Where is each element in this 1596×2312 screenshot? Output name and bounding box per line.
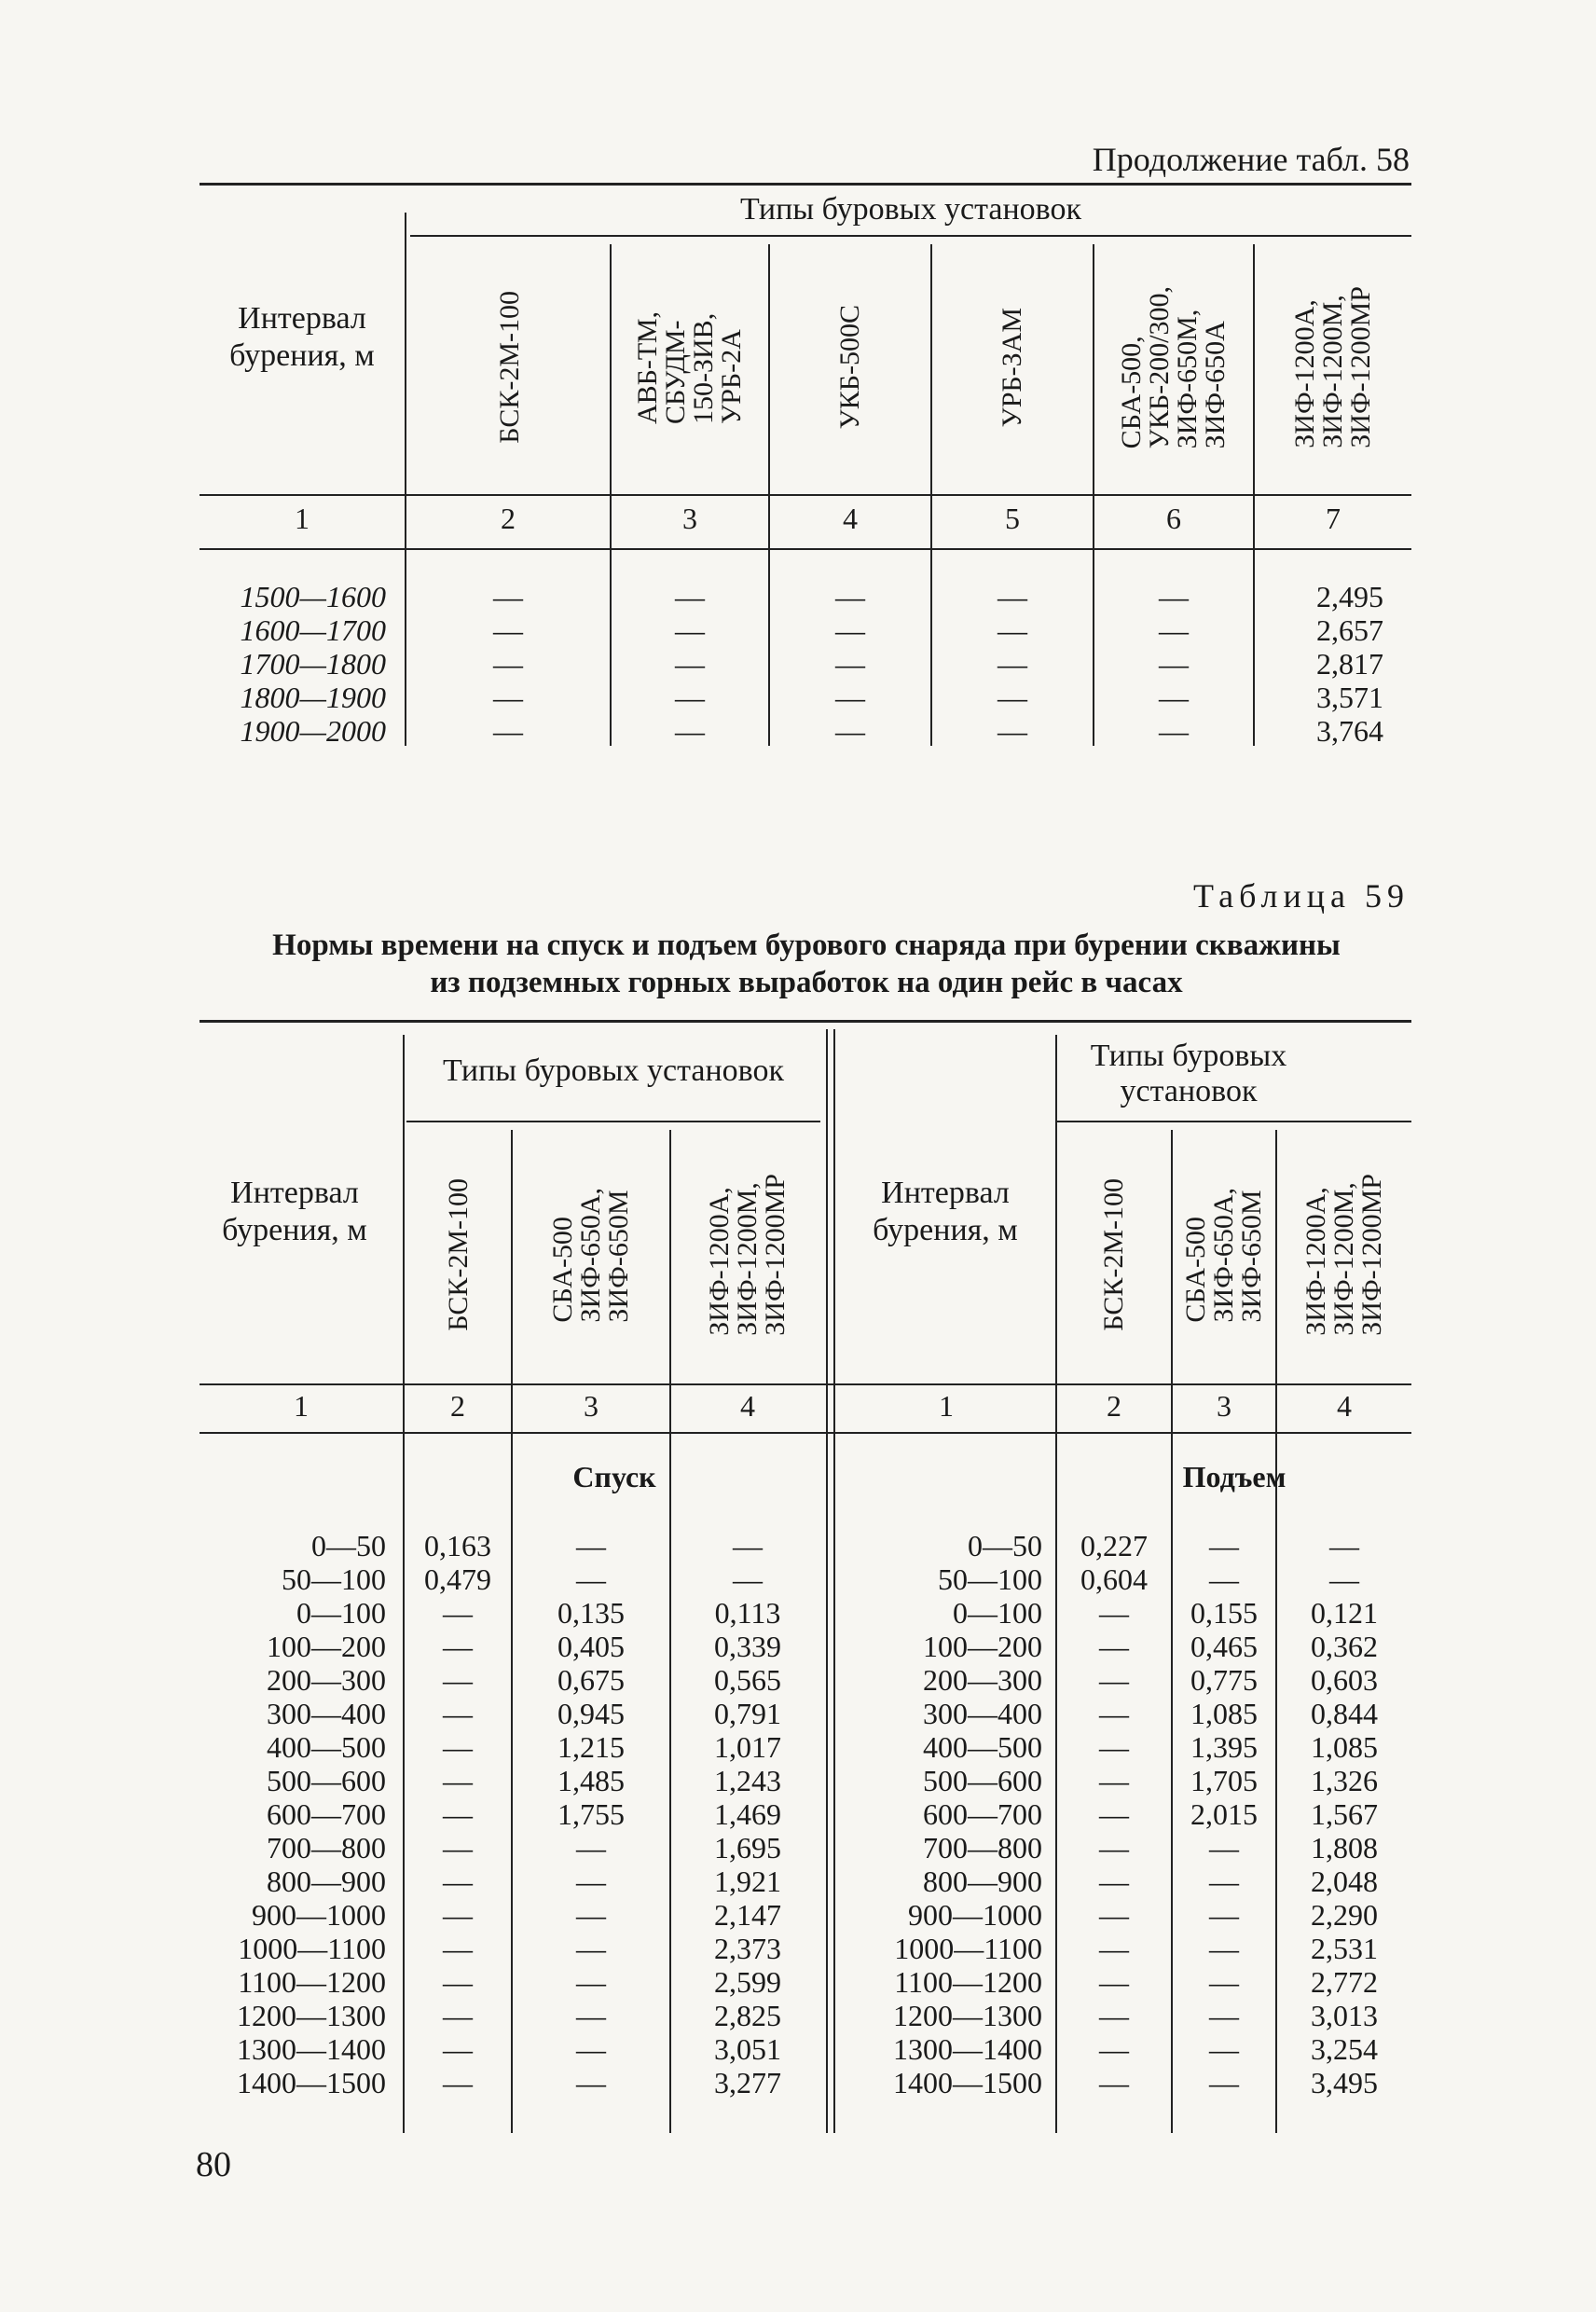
table-cell: — [675,580,705,613]
table-cell: — [1209,1865,1239,1898]
table-cell: 0,135 [557,1596,625,1630]
table59-right-group-header: Типы буровых установок [1090,1039,1287,1108]
table-cell: — [1209,1831,1239,1865]
table58-colnum: 4 [843,502,858,535]
table-cell: 3,013 [1311,1999,1378,2032]
table-cell: — [1099,1965,1129,1999]
table59-left-colnum: 3 [584,1389,598,1423]
table59-label: Таблица 59 [1193,877,1410,915]
table59-header-bottom-rule [200,1383,1411,1385]
table58-col3-values [612,580,768,748]
table-cell: 0,603 [1311,1663,1378,1697]
table-cell: 1,921 [714,1865,781,1898]
table-cell: — [675,714,705,748]
table59-left-group-rule [406,1121,820,1122]
table-cell: — [1099,1831,1129,1865]
table-cell: — [1159,714,1189,748]
table-cell: 0,675 [557,1663,625,1697]
table-cell: 0—100 [953,1596,1042,1630]
table-cell: 3,571 [1316,681,1383,714]
table-cell: 700—800 [923,1831,1042,1865]
table58-col5-header: УРБ-ЗАМ [997,307,1027,428]
table-cell: 400—500 [923,1730,1042,1764]
table-cell: — [1159,580,1189,613]
table-cell: 3,051 [714,2032,781,2066]
table-cell: — [998,714,1027,748]
table-cell: — [1209,1999,1239,2032]
table-cell: 0,479 [424,1562,491,1596]
table-cell: 2,015 [1190,1797,1258,1831]
table-cell: 0,775 [1190,1663,1258,1697]
table58-col6-header: СБА-500, УКБ-200/300, ЗИФ-650М, ЗИФ-650А [1116,285,1231,449]
table58-colnum: 2 [501,502,516,535]
table58-group-header: Типы буровых установок [739,192,1082,227]
table59-right-colnum: 2 [1107,1389,1121,1423]
table-cell: — [443,1898,473,1932]
table-cell: 500—600 [923,1764,1042,1797]
table-cell: 3,764 [1316,714,1383,748]
table-cell: — [443,1697,473,1730]
table-cell: 200—300 [923,1663,1042,1697]
table59-top-rule [200,1020,1411,1023]
table-cell: 1,017 [714,1730,781,1764]
table-cell: 600—700 [267,1797,386,1831]
table-cell: — [1159,613,1189,647]
table-cell: — [443,1865,473,1898]
table-cell: 1500—1600 [240,580,386,613]
table-cell: — [1329,1529,1359,1562]
table-cell: — [1209,2066,1239,2099]
table-cell: 1,705 [1190,1764,1258,1797]
table-cell: — [443,1596,473,1630]
table-cell: — [493,613,523,647]
table-cell: 1800—1900 [240,681,386,714]
table-cell: 2,531 [1311,1932,1378,1965]
table-cell: 0,155 [1190,1596,1258,1630]
table-cell: — [1099,1730,1129,1764]
table59-title-line2: из подземных горных выработок на один рейс в часах [430,966,1183,999]
table-cell: — [576,1831,606,1865]
table-cell: 0,791 [714,1697,781,1730]
table-cell: — [998,647,1027,681]
table-cell: 1200—1300 [893,1999,1042,2032]
table-cell: 1,215 [557,1730,625,1764]
table58-col4-header: УКБ-500С [834,305,865,430]
table-cell: 0,227 [1080,1529,1148,1562]
table-cell: — [443,1764,473,1797]
table-cell: — [675,647,705,681]
table-cell: 800—900 [267,1865,386,1898]
table-cell: — [835,647,865,681]
table-cell: 1300—1400 [893,2032,1042,2066]
table-cell: — [443,1663,473,1697]
table59-right-col4-header: ЗИФ-1200А, ЗИФ-1200М, ЗИФ-1200МР [1300,1174,1387,1336]
table-cell: 0,604 [1080,1562,1148,1596]
table59-left-colnum: 1 [294,1389,309,1423]
table-cell: — [443,1630,473,1663]
table-cell: 0—50 [968,1529,1042,1562]
table59-left-interval-column [200,1529,386,2099]
table-cell: — [443,1831,473,1865]
table59-left-col4-header: ЗИФ-1200А, ЗИФ-1200М, ЗИФ-1200МР [704,1174,791,1336]
table-cell: 1000—1100 [894,1932,1042,1965]
table-cell: 0,113 [714,1596,781,1630]
table-cell: 1900—2000 [240,714,386,748]
table-cell: 0,465 [1190,1630,1258,1663]
table-cell: — [493,714,523,748]
table-cell: — [1159,647,1189,681]
table-cell: — [576,1529,606,1562]
table59-left-col4-values [671,1529,824,2099]
table58-col3-header: АВБ-ТМ, СБУДМ- 150-ЗИВ, УРБ-2А [632,310,747,424]
table-cell: 1,567 [1311,1797,1378,1831]
table-cell: — [1099,1764,1129,1797]
table58-colnum: 7 [1326,502,1341,535]
table59-left-colnum: 2 [450,1389,465,1423]
table58-interval-column [200,580,386,748]
table-cell: — [1099,1898,1129,1932]
table58-colnum: 5 [1005,502,1020,535]
table59-numbers-bottom-rule [200,1432,1411,1434]
table-cell: — [443,1797,473,1831]
table-cell: 3,254 [1311,2032,1378,2066]
table59-right-group-rule [1057,1121,1411,1122]
table-cell: — [443,1932,473,1965]
table-cell: 1300—1400 [237,2032,386,2066]
table-cell: 1100—1200 [894,1965,1042,1999]
table-cell: 1100—1200 [238,1965,386,1999]
table-cell: — [835,580,865,613]
continuation-label: Продолжение табл. 58 [1092,141,1410,178]
table59-right-col2-header: БСК-2М-100 [1098,1178,1129,1331]
table59-left-col3-values [513,1529,669,2099]
table-cell: 1,485 [557,1764,625,1797]
table59-right-col4-values [1277,1529,1411,2099]
table-cell: 3,495 [1311,2066,1378,2099]
table-cell: 800—900 [923,1865,1042,1898]
table59-title-line1: Нормы времени на спуск и подъем бурового снаряда при бурении скважины [272,929,1341,962]
table-cell: — [493,681,523,714]
table-cell: 2,048 [1311,1865,1378,1898]
table-cell: — [1099,1697,1129,1730]
table59-separator [826,1029,828,2133]
table-cell: 1,695 [714,1831,781,1865]
table58-group-rule [410,235,1411,237]
table-cell: — [1209,1529,1239,1562]
table58-numbers-bottom-rule [200,548,1411,550]
table-cell: 2,657 [1316,613,1383,647]
table-cell: — [443,2032,473,2066]
table-cell: — [493,580,523,613]
table58-col7-header: ЗИФ-1200А, ЗИФ-1200М, ЗИФ-1200МР [1289,286,1376,448]
table-cell: 0,565 [714,1663,781,1697]
table59-right-col2-values [1057,1529,1171,2099]
table-cell: 1,469 [714,1797,781,1831]
table-cell: — [443,1999,473,2032]
table-cell: 300—400 [923,1697,1042,1730]
table-cell: 1600—1700 [240,613,386,647]
table58-colnum: 6 [1166,502,1181,535]
table-cell: — [1099,1663,1129,1697]
table-cell: — [675,613,705,647]
table59-left-col2-values [405,1529,511,2099]
table58-col4-values [770,580,930,748]
table-cell: — [1099,1797,1129,1831]
table-cell: 100—200 [267,1630,386,1663]
table-cell: — [576,1898,606,1932]
table-cell: — [998,613,1027,647]
table58-col6-values [1094,580,1253,748]
table-cell: — [576,2032,606,2066]
table59-left-colnum: 4 [740,1389,755,1423]
table-cell: 2,373 [714,1932,781,1965]
table-cell: — [576,2066,606,2099]
table-cell: — [1099,1865,1129,1898]
table-cell: 1700—1800 [240,647,386,681]
table-cell: 2,599 [714,1965,781,1999]
table-cell: — [998,681,1027,714]
table59-right-interval-header: Интервал бурения, м [873,1176,1018,1247]
table-cell: 1200—1300 [237,1999,386,2032]
table-cell: 1,395 [1190,1730,1258,1764]
table58-interval-header: Интервал бурения, м [229,301,375,373]
table-cell: — [835,714,865,748]
table-cell: — [1209,1965,1239,1999]
table59-left-group-header: Типы буровых установок [442,1053,785,1088]
table-cell: — [1209,1898,1239,1932]
table-cell: — [1099,2032,1129,2066]
table-cell: 1,808 [1311,1831,1378,1865]
table58-header-bottom-rule [200,494,1411,496]
table-cell: 1400—1500 [237,2066,386,2099]
table59-left-interval-header: Интервал бурения, м [222,1176,367,1247]
table-cell: — [733,1562,763,1596]
table59-left-col2-header: БСК-2М-100 [443,1178,474,1331]
table-cell: — [733,1529,763,1562]
table-cell: 2,825 [714,1999,781,2032]
table-cell: 0,339 [714,1630,781,1663]
table-cell: 600—700 [923,1797,1042,1831]
table-cell: 2,147 [714,1898,781,1932]
table59-right-colnum: 3 [1217,1389,1231,1423]
table-cell: 1000—1100 [238,1932,386,1965]
table-cell: — [835,681,865,714]
table59-left-col3-header: СБА-500 ЗИФ-650А, ЗИФ-650М [547,1187,634,1323]
table-cell: 200—300 [267,1663,386,1697]
table59-right-col3-header: СБА-500 ЗИФ-650А, ЗИФ-650М [1180,1187,1267,1323]
table-cell: 500—600 [267,1764,386,1797]
table-cell: 2,817 [1316,647,1383,681]
table-cell: 1,085 [1311,1730,1378,1764]
table-cell: — [675,681,705,714]
table-cell: 0,844 [1311,1697,1378,1730]
table58-col2-values [406,580,610,748]
table59-right-interval-column [837,1529,1042,2099]
table59-title [196,927,1417,1001]
table-cell: — [1099,2066,1129,2099]
table-cell: — [1209,1562,1239,1596]
table58-top-rule [200,183,1411,186]
table-cell: — [1209,1932,1239,1965]
table-cell: 1,243 [714,1764,781,1797]
table-cell: — [1099,1932,1129,1965]
table-cell: — [576,1932,606,1965]
table-cell: 2,772 [1311,1965,1378,1999]
table-cell: — [576,1999,606,2032]
table-cell: 0,945 [557,1697,625,1730]
table-cell: — [576,1562,606,1596]
table-cell: — [1159,681,1189,714]
table58-col5-values [932,580,1093,748]
table58-colnum: 1 [295,502,310,535]
table59-right-col3-values [1173,1529,1275,2099]
table-cell: — [576,1865,606,1898]
table-cell: — [1329,1562,1359,1596]
table-cell: 2,495 [1316,580,1383,613]
table-cell: 2,290 [1311,1898,1378,1932]
table59-section-ascent: Подъем [1182,1460,1286,1493]
table-cell: 1400—1500 [893,2066,1042,2099]
page-number: 80 [196,2145,231,2184]
table-cell: — [443,2066,473,2099]
table58-col2-header: БСК-2М-100 [494,291,525,444]
table-cell: 1,326 [1311,1764,1378,1797]
table-cell: — [493,647,523,681]
table-cell: 900—1000 [908,1898,1042,1932]
table-cell: — [998,580,1027,613]
table-cell: 1,755 [557,1797,625,1831]
table-cell: 0,405 [557,1630,625,1663]
table-cell: — [1099,1999,1129,2032]
table-cell: — [443,1730,473,1764]
table-cell: — [1099,1630,1129,1663]
table-cell: 0—100 [296,1596,386,1630]
table59-right-colnum: 4 [1337,1389,1352,1423]
table-cell: — [1209,2032,1239,2066]
table58-col7-values [1255,580,1383,748]
table-cell: 0—50 [311,1529,386,1562]
table-cell: — [443,1965,473,1999]
table-cell: 0,362 [1311,1630,1378,1663]
table-cell: 400—500 [267,1730,386,1764]
table-cell: 300—400 [267,1697,386,1730]
table-cell: 0,163 [424,1529,491,1562]
table58-colnum: 3 [682,502,697,535]
table-cell: — [1099,1596,1129,1630]
table-cell: — [576,1965,606,1999]
table-cell: 100—200 [923,1630,1042,1663]
table-cell: 50—100 [282,1562,386,1596]
table59-right-colnum: 1 [939,1389,954,1423]
table-cell: 700—800 [267,1831,386,1865]
table59-separator [833,1029,835,2133]
table-cell: 1,085 [1190,1697,1258,1730]
table-cell: 50—100 [938,1562,1042,1596]
table-cell: — [835,613,865,647]
table-cell: 0,121 [1311,1596,1378,1630]
table59-section-descent: Спуск [572,1460,656,1493]
table-cell: 900—1000 [252,1898,386,1932]
table-cell: 3,277 [714,2066,781,2099]
